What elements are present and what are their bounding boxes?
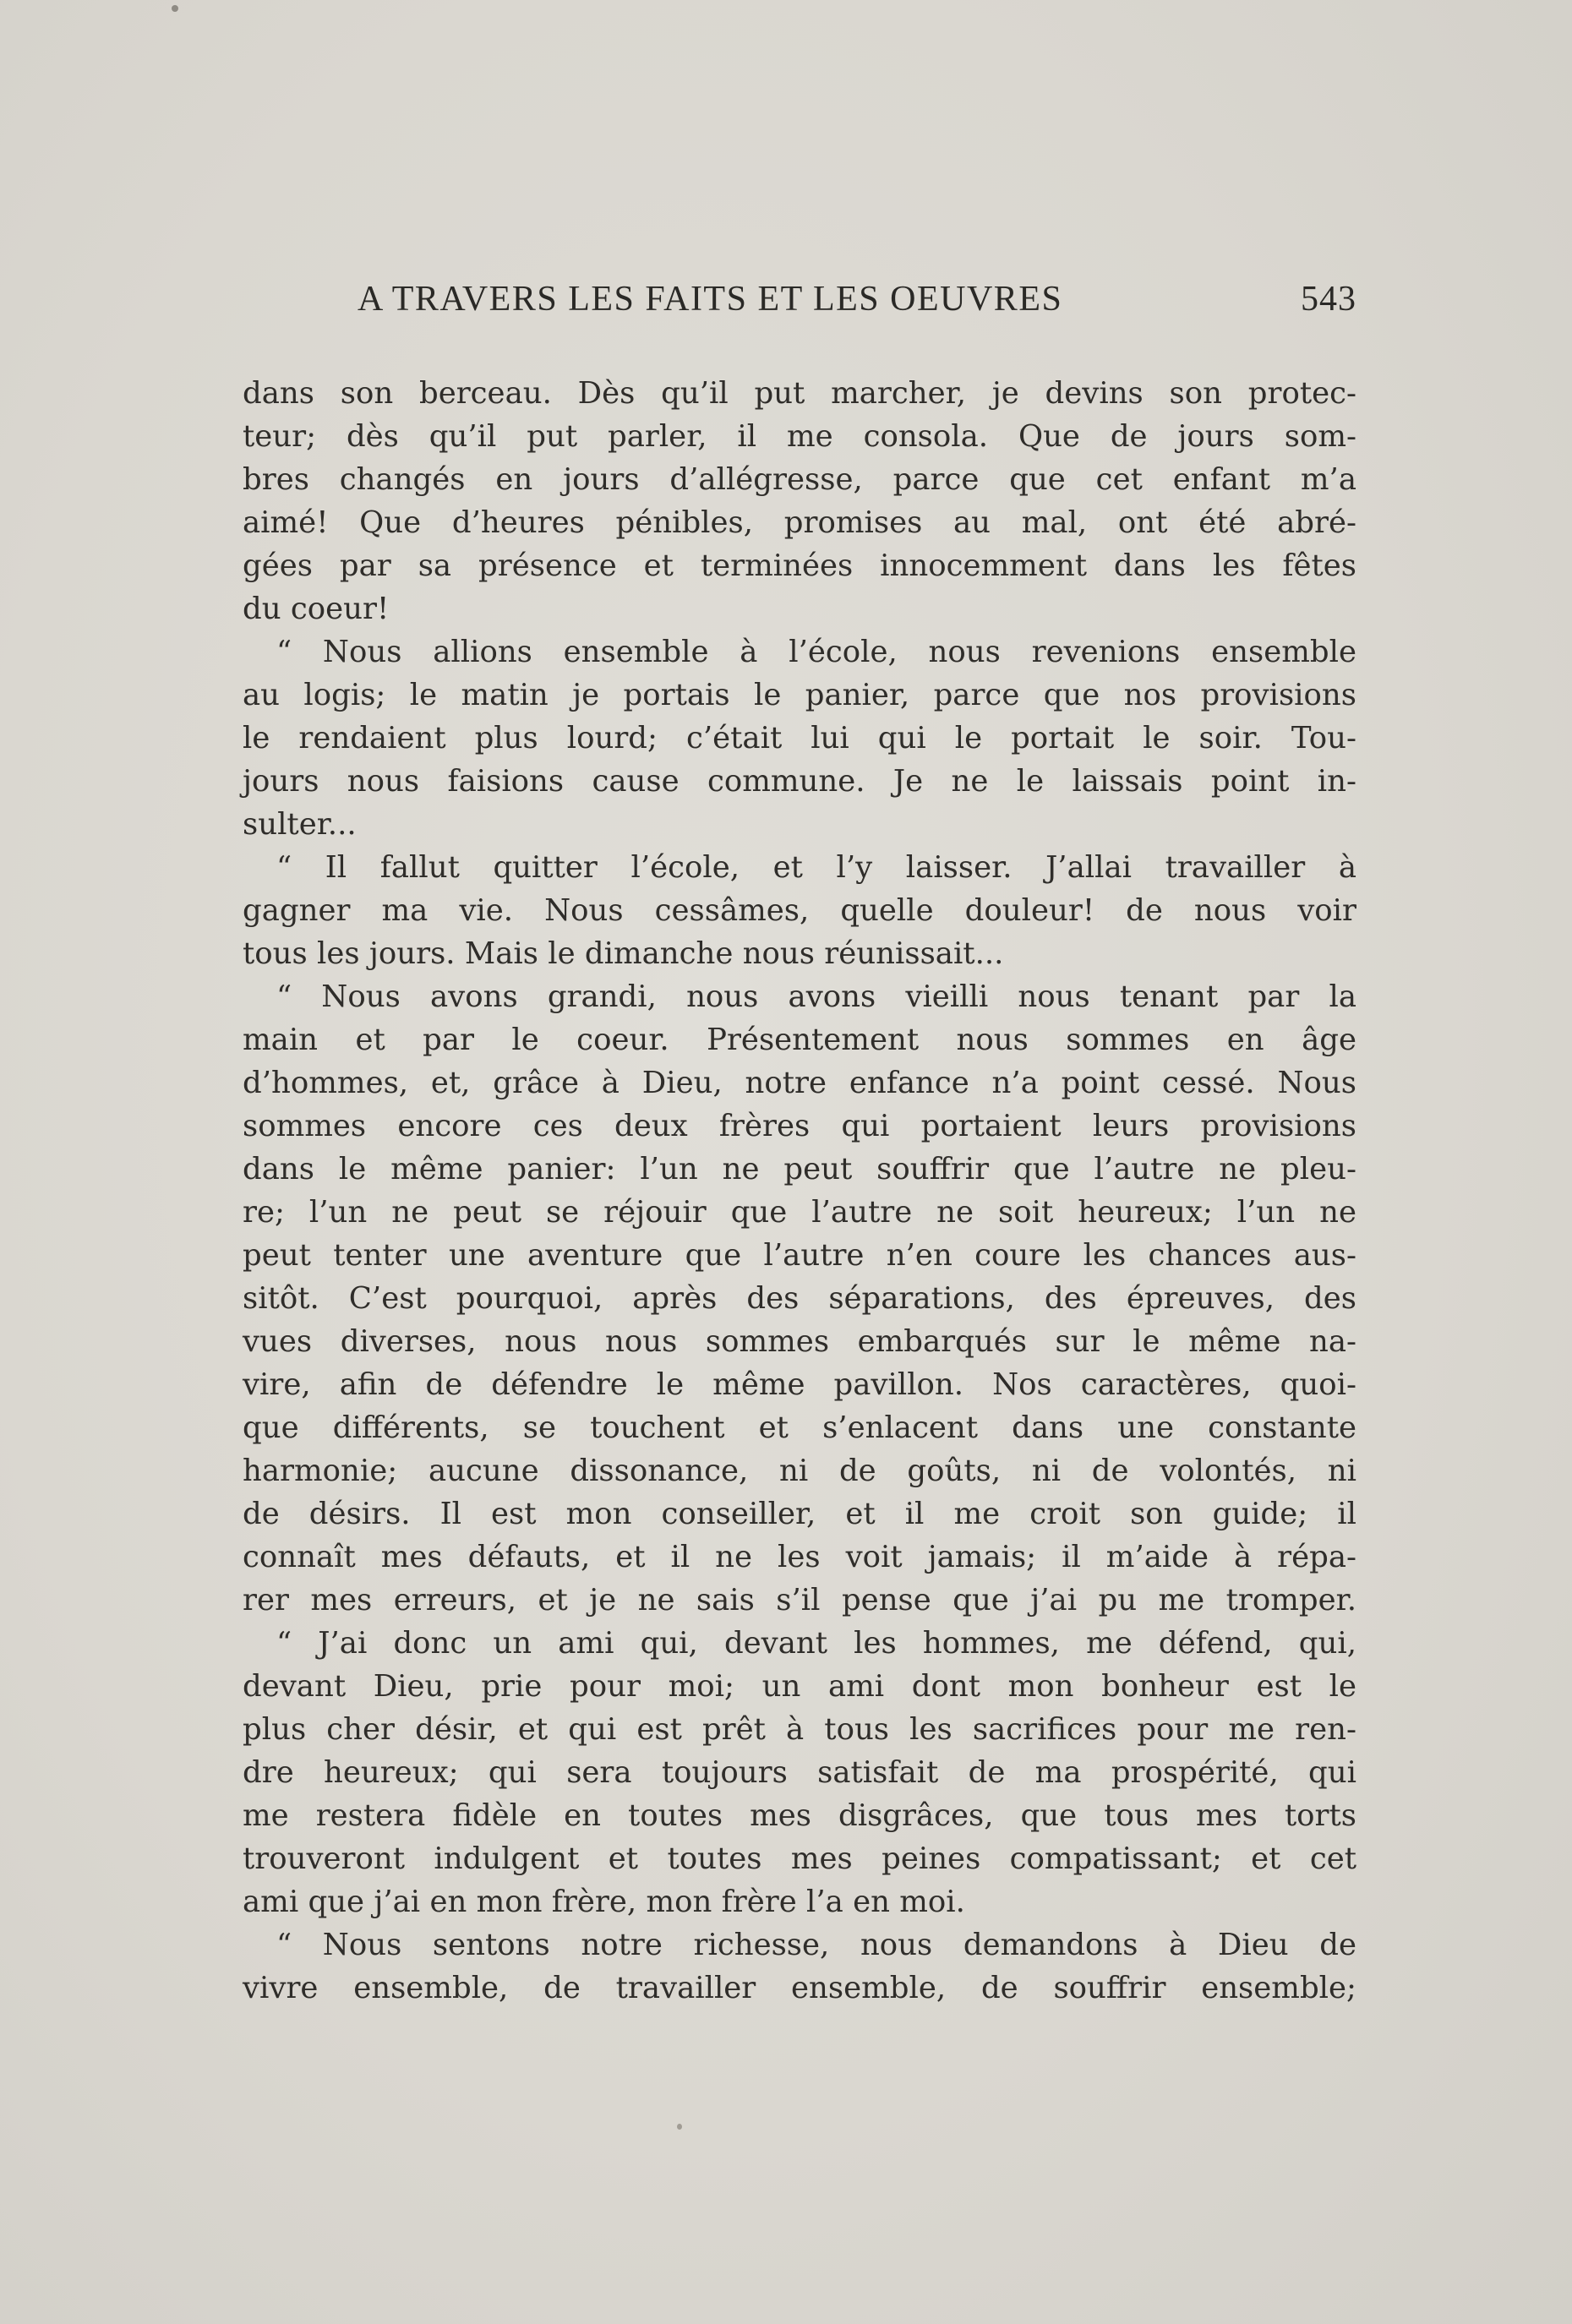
text-line: “ J’ai donc un ami qui, devant les hommes, me défend, qui,	[276, 1626, 1356, 1661]
text-line: rer mes erreurs, et je ne sais s’il pense que j’ai pu me tromper.	[243, 1583, 1356, 1618]
text-line: trouveront indulgent et toutes mes peines compatissant; et cet	[243, 1841, 1356, 1876]
text-line: teur; dès qu’il put parler, il me consola. Que de jours som-	[243, 419, 1356, 454]
text-line: me restera fidèle en toutes mes disgrâces, que tous mes torts	[243, 1798, 1356, 1833]
text-line: connaît mes défauts, et il ne les voit jamais; il m’aide à répa-	[243, 1540, 1356, 1574]
text-line: dans son berceau. Dès qu’il put marcher, je devins son protec-	[243, 376, 1356, 411]
body-text	[243, 372, 1356, 2010]
page-number: 543	[1301, 280, 1356, 319]
text-line: vire, afin de défendre le même pavillon. Nos caractères, quoi-	[243, 1367, 1356, 1402]
text-line: “ Nous allions ensemble à l’école, nous revenions ensemble	[276, 635, 1356, 669]
text-line: vues diverses, nous nous sommes embarqués sur le même na-	[243, 1324, 1356, 1359]
text-line: jours nous faisions cause commune. Je ne le laissais point in-	[243, 764, 1356, 799]
text-line: bres changés en jours d’allégresse, parce que cet enfant m’a	[243, 462, 1356, 497]
text-line: au logis; le matin je portais le panier, parce que nos provisions	[243, 678, 1356, 712]
text-line: que différents, se touchent et s’enlacent dans une constante	[243, 1410, 1356, 1445]
text-line: re; l’un ne peut se réjouir que l’autre ne soit heureux; l’un ne	[243, 1195, 1356, 1230]
text-line: aimé! Que d’heures pénibles, promises au mal, ont été abré-	[243, 505, 1356, 540]
text-line: du coeur!	[243, 592, 390, 626]
text-line: harmonie; aucune dissonance, ni de goûts, ni de volontés, ni	[243, 1454, 1356, 1488]
text-line: dans le même panier: l’un ne peut souffrir que l’autre ne pleu-	[243, 1152, 1356, 1187]
text-line: vivre ensemble, de travailler ensemble, de souffrir ensemble;	[243, 1971, 1356, 2005]
text-line: “ Il fallut quitter l’école, et l’y laisser. J’allai travailler à	[276, 850, 1356, 885]
text-line: plus cher désir, et qui est prêt à tous les sacrifices pour me ren-	[243, 1712, 1356, 1747]
text-line: tous les jours. Mais le dimanche nous réunissait...	[243, 936, 1004, 971]
text-line: de désirs. Il est mon conseiller, et il me croit son guide; il	[243, 1497, 1356, 1531]
text-line: d’hommes, et, grâce à Dieu, notre enfance n’a point cessé. Nous	[243, 1066, 1356, 1100]
text-line: devant Dieu, prie pour moi; un ami dont mon bonheur est le	[243, 1669, 1356, 1704]
text-line: peut tenter une aventure que l’autre n’en coure les chances aus-	[243, 1238, 1356, 1273]
text-line: “ Nous sentons notre richesse, nous demandons à Dieu de	[276, 1928, 1356, 1962]
page-header	[358, 279, 1356, 330]
text-line: gées par sa présence et terminées innocemment dans les fêtes	[243, 548, 1356, 583]
text-line: sitôt. C’est pourquoi, après des séparations, des épreuves, des	[243, 1281, 1356, 1316]
text-line: gagner ma vie. Nous cessâmes, quelle douleur! de nous voir	[243, 893, 1356, 928]
text-line: ami que j’ai en mon frère, mon frère l’a en moi.	[243, 1885, 965, 1919]
text-line: le rendaient plus lourd; c’était lui qui le portait le soir. Tou-	[243, 721, 1356, 756]
text-line: main et par le coeur. Présentement nous sommes en âge	[243, 1023, 1356, 1057]
ink-speck	[172, 5, 178, 12]
text-line: dre heureux; qui sera toujours satisfait de ma prospérité, qui	[243, 1755, 1356, 1790]
text-line: sulter...	[243, 807, 357, 842]
text-line: sommes encore ces deux frères qui portaient leurs provisions	[243, 1109, 1356, 1143]
running-head: A TRAVERS LES FAITS ET LES OEUVRES	[358, 280, 1063, 319]
ink-speck	[677, 2124, 682, 2130]
text-line: “ Nous avons grandi, nous avons vieilli nous tenant par la	[276, 979, 1356, 1014]
